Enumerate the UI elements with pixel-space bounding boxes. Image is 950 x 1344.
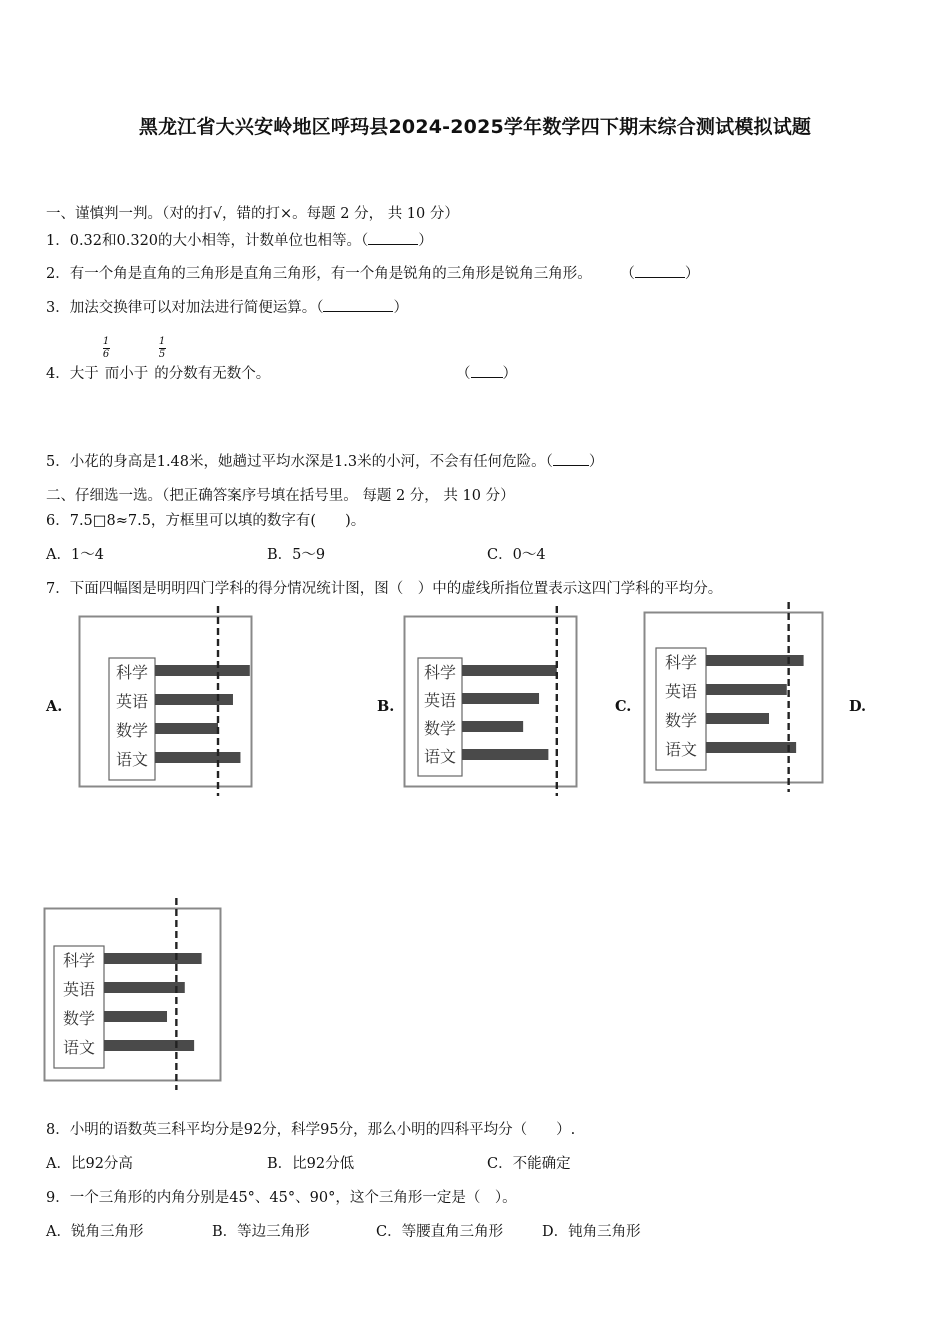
subject-label: 数学: [62, 1009, 96, 1028]
close-paren: ）: [393, 300, 408, 316]
q6-option-c[interactable]: C．0～4: [487, 547, 546, 563]
fraction-denominator: 6: [102, 349, 110, 360]
figure-b: [404, 616, 576, 800]
question-3-text: 3．加法交换律可以对加法进行简便运算。（: [46, 300, 324, 316]
close-paren: ）: [502, 366, 517, 382]
score-bar: [462, 665, 557, 676]
q8-option-a[interactable]: A．比92分高: [46, 1156, 133, 1172]
q8-option-c[interactable]: C．不能确定: [487, 1156, 571, 1172]
question-8: 8．小明的语数英三科平均分是92分，科学95分，那么小明的四科平均分（ ）.: [46, 1122, 576, 1138]
figure-label-b[interactable]: B.: [377, 698, 395, 715]
question-2: [46, 262, 699, 283]
fraction-one-sixth: [101, 337, 111, 360]
subject-label: 英语: [115, 692, 149, 711]
score-bar: [155, 694, 233, 705]
score-bar: [706, 684, 787, 695]
close-paren: ）: [418, 233, 433, 249]
score-bar: [104, 1040, 194, 1051]
question-2-text: 2．有一个角是直角的三角形是直角三角形，有一个角是锐角的三角形是锐角三角形。: [46, 266, 592, 282]
question-9: 9．一个三角形的内角分别是45°、45°、90°，这个三角形一定是（ ）。: [46, 1190, 517, 1206]
figure-label-c[interactable]: C.: [615, 698, 632, 715]
fraction-numerator: 1: [102, 336, 110, 347]
question-4: [46, 362, 270, 383]
score-bar: [462, 721, 523, 732]
q9-option-d[interactable]: D．钝角三角形: [542, 1224, 641, 1240]
figure-label-a[interactable]: A.: [46, 698, 63, 715]
subject-label: 语文: [423, 747, 457, 766]
subject-label: 科学: [664, 653, 698, 672]
question-3: [46, 296, 408, 317]
score-bar: [706, 742, 796, 753]
figure-d: [44, 908, 224, 1088]
subject-label: 数学: [664, 711, 698, 730]
score-bar: [155, 723, 218, 734]
subject-label: 英语: [664, 682, 698, 701]
subject-label: 数学: [423, 719, 457, 738]
q9-option-a[interactable]: A．锐角三角形: [46, 1224, 144, 1240]
figure-label-d[interactable]: D.: [849, 698, 867, 715]
question-5-text: 5．小花的身高是1.48米，她趟过平均水深是1.3米的小河，不会有任何危险。（: [46, 454, 553, 470]
close-paren: ）: [588, 454, 604, 470]
score-bar: [104, 1011, 167, 1022]
section2-header: 二、仔细选一选。（把正确答案序号填在括号里。 每题 2 分， 共 10 分）: [46, 488, 515, 504]
fraction-one-fifth: [157, 337, 167, 360]
answer-blank-1[interactable]: [368, 232, 418, 245]
subject-label: 数学: [115, 721, 149, 740]
score-bar: [706, 713, 769, 724]
score-bar: [104, 982, 185, 993]
score-bar: [104, 953, 202, 964]
figure-a: [79, 616, 251, 800]
answer-blank-5[interactable]: [553, 453, 589, 466]
subject-label: 科学: [115, 663, 149, 682]
q9-option-b[interactable]: B．等边三角形: [212, 1224, 310, 1240]
question-1: [46, 229, 433, 250]
question-6: 6．7.5□8≈7.5，方框里可以填的数字有( )。: [46, 513, 366, 529]
subject-label: 科学: [62, 951, 96, 970]
open-paren: （: [456, 366, 471, 382]
score-bar: [462, 749, 548, 760]
subject-label: 英语: [423, 691, 457, 710]
page-title: 黑龙江省大兴安岭地区呼玛县2024-2025学年数学四下期末综合测试模拟试题: [138, 116, 812, 138]
question-4-text-c: 的分数有无数个。: [154, 366, 271, 382]
question-4-answer: [456, 362, 517, 383]
fraction-denominator: 5: [158, 349, 166, 360]
subject-label: 英语: [62, 980, 96, 999]
q8-option-b[interactable]: B．比92分低: [267, 1156, 355, 1172]
question-7: 7．下面四幅图是明明四门学科的得分情况统计图，图（ ）中的虚线所指位置表示这四门学科的平均分。: [46, 581, 723, 597]
q9-option-c[interactable]: C．等腰直角三角形: [376, 1224, 504, 1240]
answer-blank-2[interactable]: [635, 265, 685, 278]
question-1-text: 1．0.32和0.320的大小相等，计数单位也相等。（: [46, 233, 369, 249]
answer-blank-3[interactable]: [323, 299, 393, 312]
score-bar: [155, 752, 240, 763]
answer-blank-4[interactable]: [471, 365, 503, 378]
q6-option-b[interactable]: B．5～9: [267, 547, 326, 563]
subject-label: 科学: [423, 663, 457, 682]
question-4-text-b: 而小于: [104, 366, 149, 382]
figure-c: [644, 612, 824, 802]
close-paren: ）: [684, 266, 700, 282]
section1-header: 一、谨慎判一判。（对的打√，错的打×。每题 2 分， 共 10 分）: [46, 206, 459, 222]
subject-label: 语文: [664, 740, 698, 759]
subject-label: 语文: [115, 750, 149, 769]
score-bar: [155, 665, 250, 676]
q6-option-a[interactable]: A．1～4: [46, 547, 104, 563]
open-paren: （: [620, 266, 635, 282]
score-bar: [462, 693, 539, 704]
question-4-text-a: 4．大于: [46, 366, 99, 382]
question-5: [46, 450, 603, 471]
fraction-numerator: 1: [158, 336, 166, 347]
subject-label: 语文: [62, 1038, 96, 1057]
